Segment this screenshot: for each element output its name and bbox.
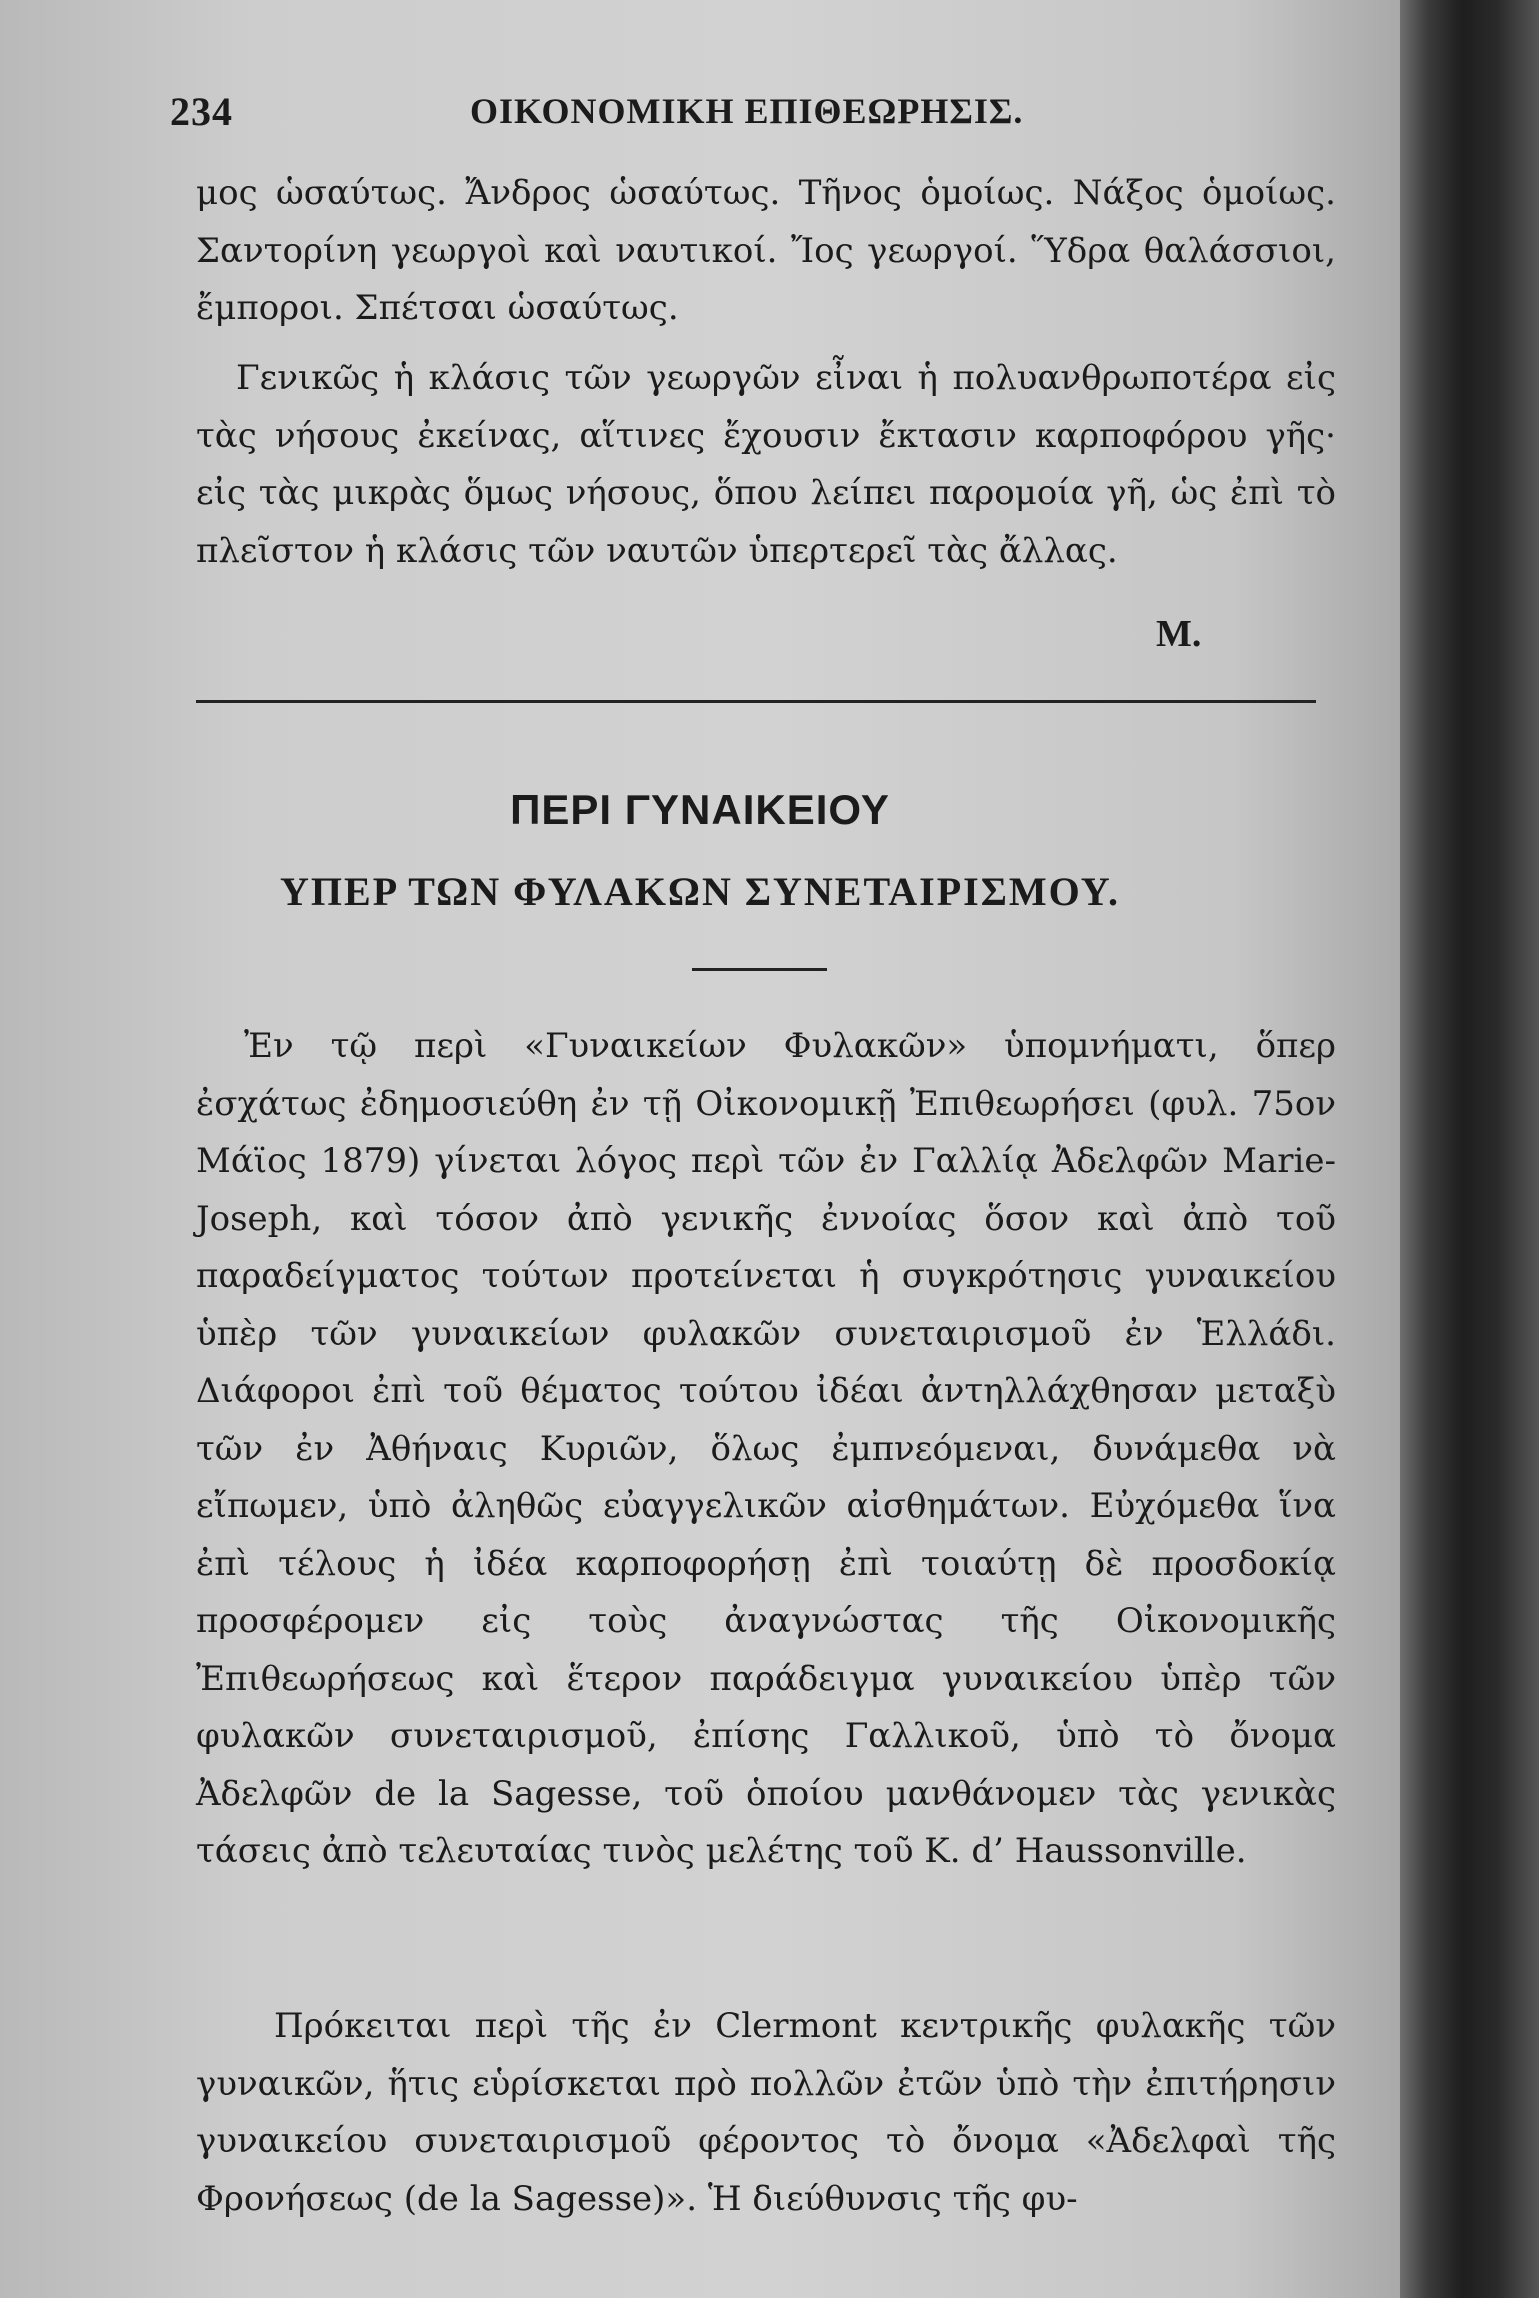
continuation-paragraph-1: μος ὡσαύτως. Ἄνδρος ὡσαύτως. Τῆνος ὁμοίως. Νάξος ὁμοίως. Σαντορίνη γεωργοὶ καὶ ναυτικοί. Ἴος γεωργοί. Ὕδρα θαλάσσιοι, ἔμποροι. Σπέτσαι ὡσαύτως. bbox=[196, 173, 1336, 328]
author-signature: Μ. bbox=[1156, 613, 1202, 655]
page-header bbox=[170, 88, 1320, 144]
title-rule bbox=[692, 968, 827, 971]
running-head: ΟΙΚΟΝΟΜΙΚΗ ΕΠΙΘΕΩΡΗΣΙΣ. bbox=[470, 91, 1024, 131]
article-paragraph-1: Ἐν τῷ περὶ «Γυναικείων Φυλακῶν» ὑπομνήματι, ὅπερ ἐσχάτως ἐδημοσιεύθη ἐν τῇ Οἰκονομικῇ Ἐπιθεωρήσει (φυλ. 75ον Μάϊος 1879) γίνεται λόγος περὶ τῶν ἐν Γαλλίᾳ Ἀδελφῶν Marie-Joseph, καὶ τόσον ἀπὸ γενικῆς ἐννοίας ὅσον καὶ ἀπὸ τοῦ παραδείγματος τούτων προτείνεται ἡ συγκρότησις γυναικείου ὑπὲρ τῶν γυναικείων φυλακῶν συνεταιρισμοῦ ἐν Ἑλλάδι. Διάφοροι ἐπὶ τοῦ θέματος τούτου ἰδέαι ἀντηλλάχθησαν μεταξὺ τῶν ἐν Ἀθήναις Κυριῶν, ὅλως ἐμπνεόμεναι, δυνάμεθα νὰ εἴπωμεν, ὑπὸ ἀληθῶς εὐαγγελικῶν αἰσθημάτων. Εὐχόμεθα ἵνα ἐπὶ τέλους ἡ ἰδέα καρποφορήσῃ ἐπὶ τοιαύτῃ δὲ προσδοκίᾳ προσφέρομεν εἰς τοὺς ἀναγνώστας τῆς Οἰκονομικῆς Ἐπιθεωρήσεως καὶ ἕτερον παράδειγμα γυναικείου ὑπὲρ τῶν φυλακῶν συνεταιρισμοῦ, ἐπίσης Γαλλικοῦ, ὑπὸ τὸ ὄνομα Ἀδελφῶν de la Sagesse, τοῦ ὁποίου μανθάνομεν τὰς γενικὰς τάσεις ἀπὸ τελευταίας τινὸς μελέτης τοῦ Κ. d’ Haussonville. bbox=[196, 1026, 1336, 1871]
article-title: ΠΕΡΙ ΓΥΝΑΙΚΕΙΟΥ bbox=[510, 786, 890, 833]
page-number: 234 bbox=[170, 89, 233, 134]
article-paragraph-2: Πρόκειται περὶ τῆς ἐν Clermont κεντρικῆς φυλακῆς τῶν γυναικῶν, ἥτις εὑρίσκεται πρὸ πολλῶν ἐτῶν ὑπὸ τὴν ἐπιτήρησιν γυναικείου συνεταιρισμοῦ φέροντος τὸ ὄνομα «Ἀδελφαὶ τῆς Φρονήσεως (de la Sagesse)». Ἡ διεύθυνσις τῆς φυ- bbox=[196, 2006, 1336, 2219]
continuation-paragraph-2: Γενικῶς ἡ κλάσις τῶν γεωργῶν εἶναι ἡ πολυανθρωποτέρα εἰς τὰς νήσους ἐκείνας, αἵτινες ἔχουσιν ἔκτασιν καρποφόρου γῆς· εἰς τὰς μικρὰς ὅμως νήσους, ὅπου λείπει παρομοία γῆ, ὡς ἐπὶ τὸ πλεῖστον ἡ κλάσις τῶν ναυτῶν ὑπερτερεῖ τὰς ἄλλας. bbox=[196, 358, 1336, 571]
section-divider bbox=[196, 700, 1316, 703]
book-spine bbox=[1400, 0, 1539, 2298]
article-subtitle: ΥΠΕΡ ΤΩΝ ΦΥΛΑΚΩΝ ΣΥΝΕΤΑΙΡΙΣΜΟΥ. bbox=[280, 869, 1120, 914]
